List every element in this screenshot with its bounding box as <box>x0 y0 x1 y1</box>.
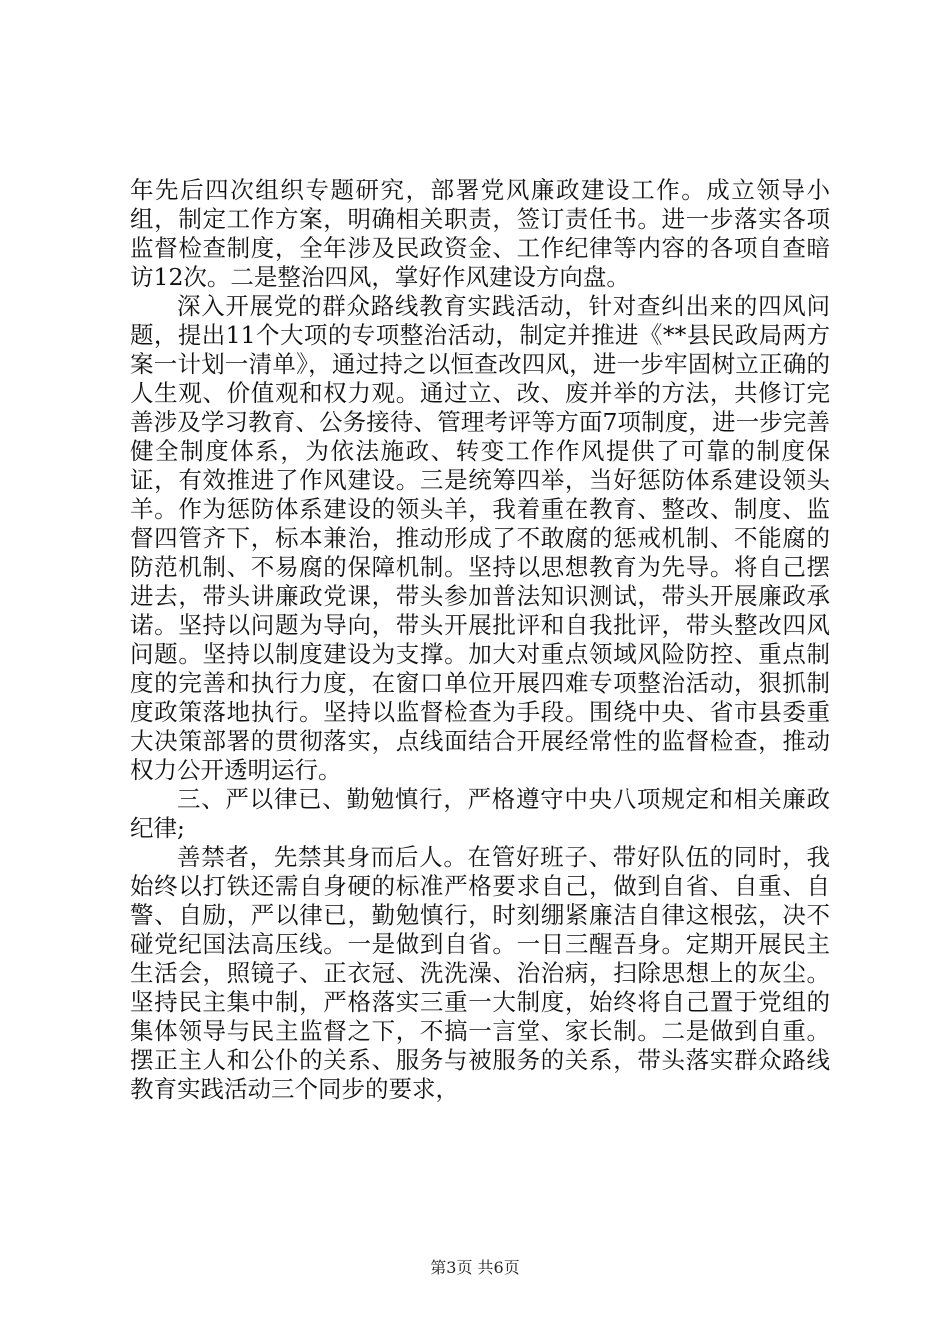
paragraph-2: 深入开展党的群众路线教育实践活动，针对查纠出来的四风问题，提出11个大项的专项整治活动，制定并推进《**县民政局两方案一计划一清单》，通过持之以恒查改四风，进一步牢固树立正确的人生观、价值观和权力观。通过立、改、废并举的方法，共修订完善涉及学习教育、公务接待、管理考评等方面7项制度，进一步完善健全制度体系，为依法施政、转变工作作风提供了可靠的制度保证，有效推进了作风建设。三是统筹四举，当好惩防体系建设领头羊。作为惩防体系建设的领头羊，我着重在教育、整改、制度、监督四管齐下，标本兼治，推动形成了不敢腐的惩戒机制、不能腐的防范机制、不易腐的保障机制。坚持以思想教育为先导。将自己摆进去，带头讲廉政党课，带头参加普法知识测试，带头开展廉政承诺。坚持以问题为导向，带头开展批评和自我批评，带头整改四风问题。坚持以制度建设为支撑。加大对重点领域风险防控、重点制度的完善和执行力度，在窗口单位开展四难专项整治活动，狠抓制度政策落地执行。坚持以监督检查为手段。围绕中央、省市县委重大决策部署的贯彻落实，点线面结合开展经常性的监督检查，推动权力公开透明运行。 <box>130 292 830 784</box>
paragraph-1: 年先后四次组织专题研究，部署党风廉政建设工作。成立领导小组，制定工作方案，明确相关职责，签订责任书。进一步落实各项监督检查制度，全年涉及民政资金、工作纪律等内容的各项自查暗访12次。二是整治四风，掌好作风建设方向盘。 <box>130 176 830 291</box>
section-heading: 三、严以律已、勤勉慎行，严格遵守中央八项规定和相关廉政纪律; <box>130 785 830 842</box>
page-number: 第3页 共6页 <box>430 1258 520 1277</box>
paragraph-3: 善禁者，先禁其身而后人。在管好班子、带好队伍的同时，我始终以打铁还需自身硬的标准严格要求自己，做到自省、自重、自警、自励，严以律已，勤勉慎行，时刻绷紧廉洁自律这根弦，决不碰党纪国法高压线。一是做到自省。一日三醒吾身。定期开展民主生活会，照镜子、正衣冠、洗洗澡、治治病，扫除思想上的灰尘。坚持民主集中制，严格落实三重一大制度，始终将自己置于党组的集体领导与民主监督之下，不搞一言堂、家长制。二是做到自重。摆正主人和公仆的关系、服务与被服务的关系，带头落实群众路线教育实践活动三个同步的要求， <box>130 843 830 1103</box>
body-text <box>130 176 830 1104</box>
